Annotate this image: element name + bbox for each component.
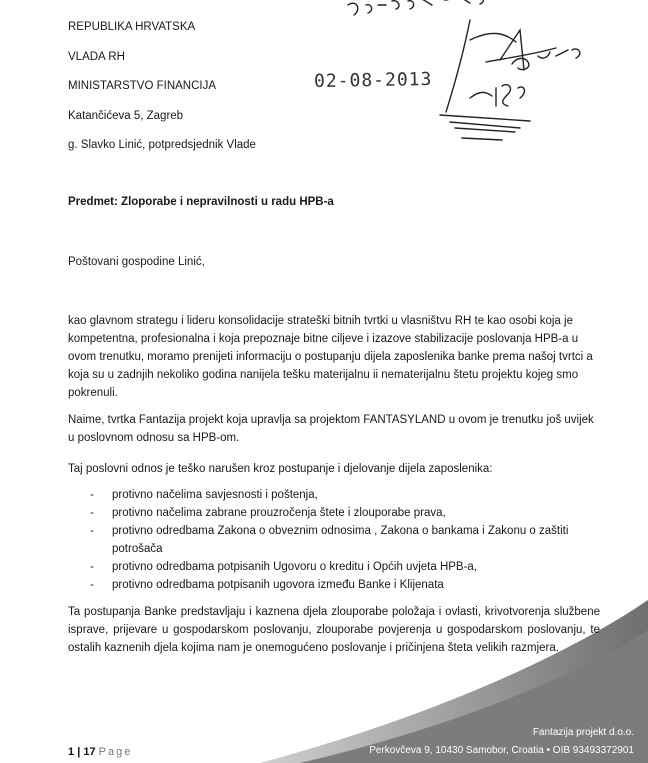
page-separator: | [77, 746, 81, 758]
violations-list [90, 486, 600, 594]
letterhead-recipient: g. Slavko Linić, potpredsjednik Vlade [68, 139, 256, 151]
paragraph-criminal-acts: Ta postupanja Banke predstavljaju i kaznena djela zlouporabe položaja i ovlasti, krivotvorenja službene isprave, prijevare u gospodarskom poslovanju, zlouporabe povjerenja u gospodarskom poslovanju, te ostalih kaznenih djela kojima nam je onemogućeno poslovanje i pričinjena šteta velikih razmjera. [68, 606, 600, 654]
page-total: 17 [83, 746, 96, 758]
footer-company-name: Fantazija projekt d.o.o. [532, 727, 634, 738]
letterhead-country: REPUBLIKA HRVATSKA [68, 21, 196, 33]
letterhead-ministry: MINISTARSTVO FINANCIJA [68, 80, 217, 92]
page-current: 1 [68, 746, 75, 758]
list-item: - protivno odredbama potpisanih ugovora između Banke i Klijenata [90, 576, 600, 594]
letter-subject: Predmet: Zloporabe i nepravilnosti u radu HPB-a [68, 196, 334, 208]
page-number [68, 746, 132, 758]
paragraph-relationship: Taj poslovni odnos je teško narušen kroz postupanje i djelovanje dijela zaposlenika: [68, 463, 493, 475]
paragraph-intro: kao glavnom strategu i lideru konsolidacije strateški bitnih tvrtki u vlasništvu RH te kao osobi koja je kompetentna, profesionalna i koja prepoznaje bitne ciljeve i izazove stabilizacije poslovanja HPB-a u ovom trenutku, moramo prenijeti informaciju o postupanju dijela zaposlenika banke prema našoj tvrtci a koja su u zadnjih nekoliko godina nanijela tešku materijalnu ii nematerijalnu štetu projektu kojeg smo pokrenuli. [68, 315, 593, 399]
letterhead-government: VLADA RH [68, 51, 125, 63]
paragraph-company: Naime, tvrtka Fantazija projekt koja upravlja sa projektom FANTASYLAND u ovom je trenutku još uvijek u poslovnom odnosu sa HPB-om. [68, 414, 594, 444]
letter-salutation: Poštovani gospodine Linić, [68, 256, 205, 268]
received-date-stamp: 02-08-2013 [313, 68, 433, 93]
letterhead-address: Katančićeva 5, Zagreb [68, 110, 184, 122]
list-item: - protivno načelima zabrane prouzročenja štete i zlouporabe prava, [90, 504, 600, 522]
list-item: - protivno odredbama Zakona o obveznim odnosima , Zakona o bankama i Zakonu o zaštiti potrošača [90, 522, 600, 558]
list-item: - protivno načelima savjesnosti i poštenja, [90, 486, 600, 504]
list-item: - protivno odredbama potpisanih Ugovoru o kreditu i Općih uvjeta HPB-a, [90, 558, 600, 576]
footer-company-address: Perkovčeva 9, 10430 Samobor, Croatia • OIB 93493372901 [369, 745, 634, 756]
page-label: Page [98, 746, 133, 758]
